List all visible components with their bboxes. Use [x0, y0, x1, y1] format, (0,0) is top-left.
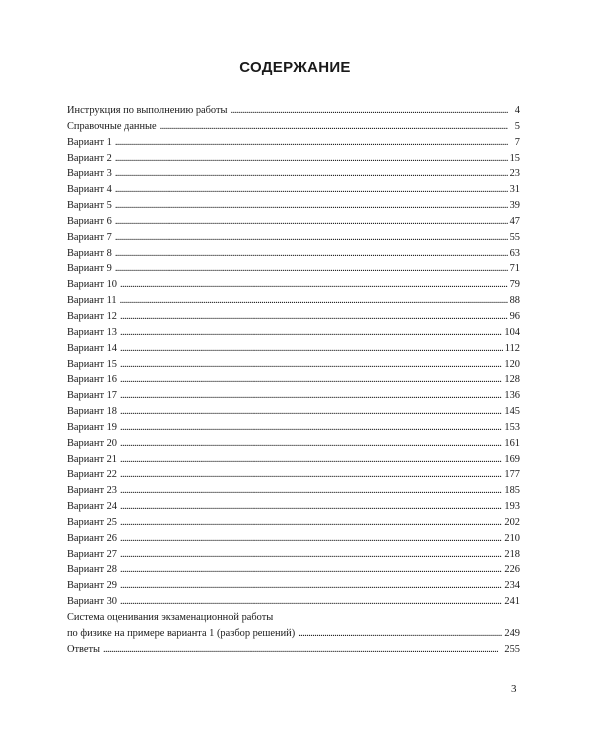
toc-entry-label: Вариант 10	[67, 279, 117, 291]
table-of-contents	[67, 103, 520, 658]
dot-leader	[120, 594, 502, 610]
dot-leader	[115, 135, 508, 151]
toc-entry[interactable]	[67, 277, 520, 293]
toc-entry-page: 136	[504, 390, 520, 402]
toc-entry[interactable]	[67, 404, 520, 420]
toc-entry-label: Вариант 15	[67, 358, 117, 370]
toc-entry-page: 96	[509, 310, 520, 322]
toc-entry-label: Вариант 26	[67, 532, 117, 544]
toc-entry-label: Вариант 24	[67, 501, 117, 513]
toc-entry[interactable]	[67, 357, 520, 373]
dot-leader	[120, 277, 508, 293]
toc-entry[interactable]	[67, 642, 520, 658]
toc-entry-page: 39	[509, 200, 520, 212]
dot-leader	[115, 261, 508, 277]
toc-entry-label: Вариант 22	[67, 469, 117, 481]
toc-entry[interactable]	[67, 103, 520, 119]
toc-entry-label: Вариант 25	[67, 516, 117, 528]
dot-leader	[120, 499, 502, 515]
toc-entry-label: Вариант 8	[67, 247, 112, 259]
toc-entry-page: 104	[504, 326, 520, 338]
toc-entry[interactable]	[67, 483, 520, 499]
page-number: 3	[511, 683, 517, 695]
toc-entry-page: 210	[504, 532, 520, 544]
toc-entry[interactable]	[67, 436, 520, 452]
toc-entry-page: 128	[504, 374, 520, 386]
toc-entry-page: 145	[504, 406, 520, 418]
toc-entry-label: Вариант 16	[67, 374, 117, 386]
toc-entry-page: 218	[504, 548, 520, 560]
toc-entry-page: 161	[504, 437, 520, 449]
toc-entry-label: Вариант 20	[67, 437, 117, 449]
toc-entry-page: 202	[504, 516, 520, 528]
dot-leader	[115, 151, 508, 167]
toc-entry[interactable]	[67, 309, 520, 325]
toc-entry-page: 55	[509, 231, 520, 243]
toc-entry-label: Вариант 9	[67, 263, 112, 275]
toc-entry-label: по физике на примере варианта 1 (разбор решений)	[67, 627, 296, 639]
dot-leader	[120, 531, 502, 547]
toc-entry[interactable]	[67, 119, 520, 135]
toc-entry[interactable]	[67, 452, 520, 468]
toc-entry-label: Вариант 4	[67, 184, 112, 196]
dot-leader	[120, 467, 502, 483]
dot-leader	[120, 341, 503, 357]
toc-entry[interactable]	[67, 214, 520, 230]
toc-entry-label: Вариант 21	[67, 453, 117, 465]
toc-entry-label: Вариант 17	[67, 390, 117, 402]
toc-entry[interactable]	[67, 341, 520, 357]
toc-entry[interactable]	[67, 515, 520, 531]
dot-leader	[115, 230, 508, 246]
toc-entry-label: Вариант 3	[67, 168, 112, 180]
toc-entry[interactable]	[67, 547, 520, 563]
toc-entry-page: 234	[504, 580, 520, 592]
toc-entry-label: Справочные данные	[67, 120, 157, 132]
toc-entry[interactable]	[67, 562, 520, 578]
dot-leader	[115, 198, 508, 214]
toc-entry[interactable]	[67, 198, 520, 214]
dot-leader	[160, 119, 508, 135]
toc-entry-label: Вариант 12	[67, 310, 117, 322]
dot-leader	[120, 483, 502, 499]
toc-entry-label: Вариант 27	[67, 548, 117, 560]
toc-entry-label: Вариант 28	[67, 564, 117, 576]
dot-leader	[120, 388, 502, 404]
dot-leader	[231, 103, 508, 119]
dot-leader	[115, 246, 508, 262]
toc-entry-page: 241	[504, 596, 520, 608]
toc-entry[interactable]	[67, 420, 520, 436]
toc-entry[interactable]	[67, 135, 520, 151]
dot-leader	[120, 578, 502, 594]
toc-entry-label: Вариант 2	[67, 152, 112, 164]
toc-entry[interactable]	[67, 230, 520, 246]
toc-entry-page: 79	[509, 279, 520, 291]
toc-entry-label: Вариант 30	[67, 596, 117, 608]
toc-entry-page: 88	[509, 295, 520, 307]
toc-entry-label: Вариант 13	[67, 326, 117, 338]
toc-entry-page: 177	[504, 469, 520, 481]
toc-entry-page: 4	[514, 105, 520, 116]
toc-entry-page: 226	[504, 564, 520, 576]
toc-entry[interactable]	[67, 182, 520, 198]
toc-entry-page: 185	[504, 485, 520, 497]
toc-entry-page: 112	[504, 342, 520, 354]
toc-entry-label: Ответы	[67, 643, 101, 655]
dot-leader	[120, 309, 508, 325]
toc-entry-label: Вариант 7	[67, 231, 112, 243]
dot-leader	[120, 404, 502, 420]
dot-leader	[120, 420, 502, 436]
toc-entry-page: 15	[509, 152, 520, 164]
toc-entry[interactable]	[67, 594, 520, 610]
toc-entry-page: 5	[514, 120, 520, 132]
toc-entry-page: 169	[504, 453, 520, 465]
toc-entry-page: 71	[509, 263, 520, 275]
toc-entry-page: 7	[514, 136, 520, 148]
toc-entry[interactable]	[67, 293, 520, 309]
toc-entry-label: Вариант 23	[67, 485, 117, 497]
dot-leader	[115, 166, 508, 182]
toc-entry-label: Вариант 29	[67, 580, 117, 592]
toc-entry-page: 249	[504, 627, 520, 639]
dot-leader	[120, 436, 502, 452]
toc-entry-label: Вариант 1	[67, 136, 112, 148]
dot-leader	[298, 626, 502, 642]
toc-entry[interactable]	[67, 372, 520, 388]
toc-entry[interactable]	[67, 499, 520, 515]
dot-leader	[120, 357, 502, 373]
toc-entry-page: 23	[509, 168, 520, 180]
toc-entry-page: 255	[504, 643, 520, 655]
toc-entry[interactable]	[67, 166, 520, 182]
toc-entry-page: 47	[509, 215, 520, 227]
page-title: СОДЕРЖАНИЕ	[239, 59, 351, 77]
toc-entry-page: 120	[504, 358, 520, 370]
dot-leader	[115, 214, 508, 230]
toc-entry[interactable]	[67, 578, 520, 594]
toc-entry[interactable]	[67, 325, 520, 341]
toc-entry-label: Вариант 14	[67, 342, 117, 354]
toc-entry-label: Система оценивания экзаменационной работы	[67, 612, 274, 623]
toc-entry[interactable]	[67, 467, 520, 483]
toc-entry-label: Вариант 11	[67, 295, 117, 307]
dot-leader	[120, 452, 502, 468]
dot-leader	[115, 182, 508, 198]
dot-leader	[120, 293, 508, 309]
toc-entry[interactable]	[67, 151, 520, 167]
toc-entry[interactable]	[67, 531, 520, 547]
toc-entry-page: 63	[509, 247, 520, 259]
dot-leader	[120, 372, 502, 388]
toc-entry-label: Вариант 6	[67, 215, 112, 227]
dot-leader	[103, 642, 502, 658]
toc-entry-page: 31	[509, 184, 520, 196]
toc-entry[interactable]	[67, 246, 520, 262]
dot-leader	[120, 562, 502, 578]
toc-entry-page: 153	[504, 421, 520, 433]
toc-entry-label: Вариант 18	[67, 406, 117, 418]
toc-entry[interactable]	[67, 388, 520, 404]
toc-entry-label: Инструкция по выполнению работы	[67, 105, 228, 116]
toc-entry[interactable]	[67, 261, 520, 277]
toc-entry-page: 193	[504, 501, 520, 513]
toc-entry-label: Вариант 5	[67, 200, 112, 212]
toc-entry[interactable]	[67, 610, 520, 642]
dot-leader	[120, 325, 502, 341]
toc-entry-label: Вариант 19	[67, 421, 117, 433]
dot-leader	[120, 515, 502, 531]
dot-leader	[120, 547, 502, 563]
